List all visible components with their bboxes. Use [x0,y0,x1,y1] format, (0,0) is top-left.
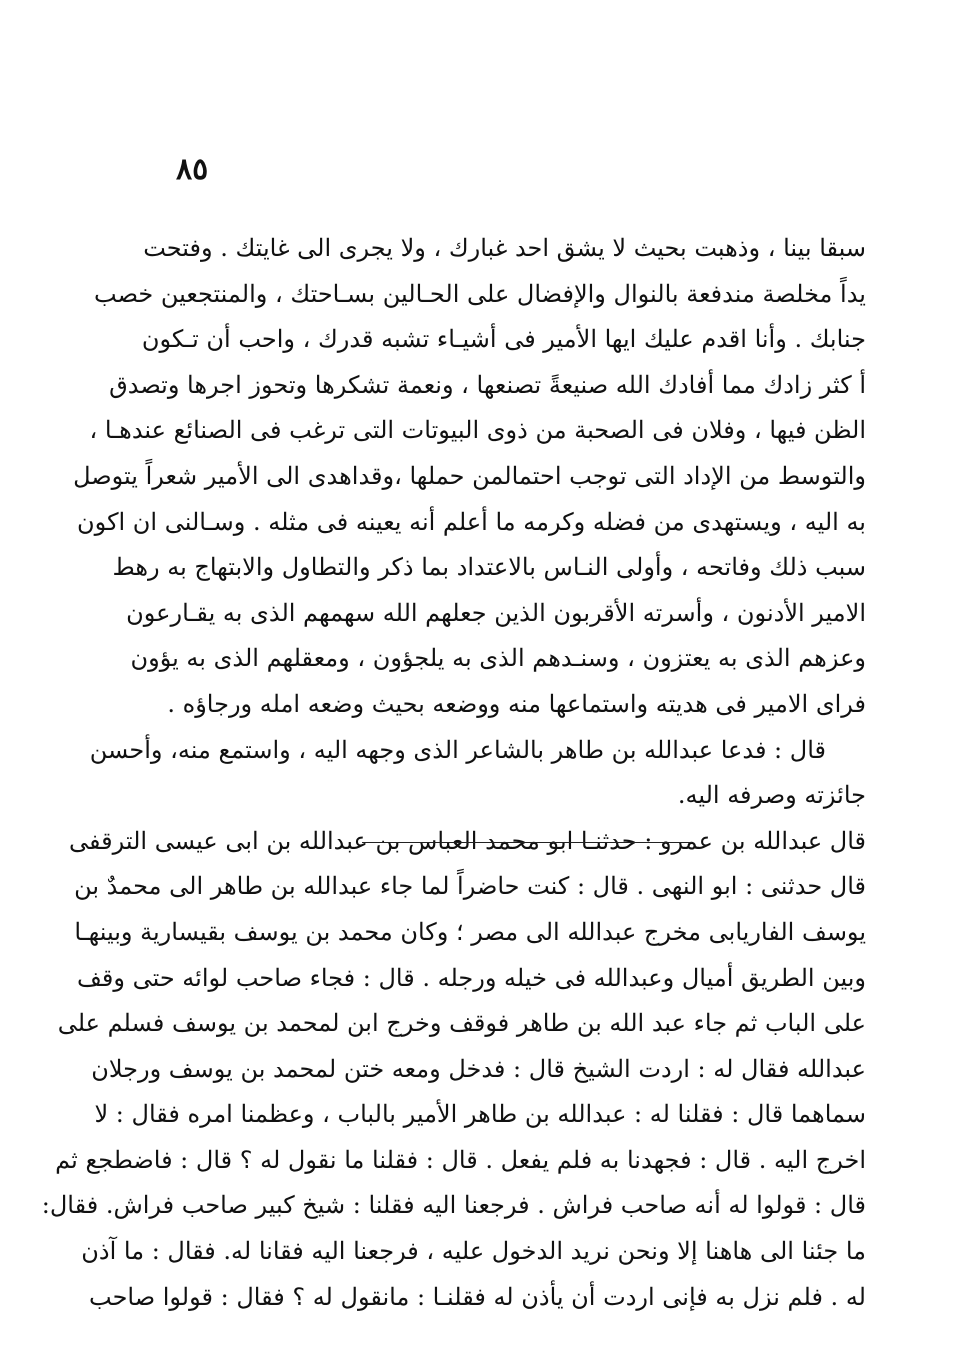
text-line: وبين الطريق أميال وعبدالله فى خيله ورجله . قال : فجاء صاحب لوائه حتى وقف [77,963,866,992]
text-line: وعزهم الذى به يعتزون ، وسنـدهم الذى به يلجؤون ، ومعقلهم الذى به يؤون [130,644,866,673]
body-text [41,226,866,1320]
text-line: الامير الأدنون ، وأسرته الأقربون الذين جعلهم الله سهمهم الذى به يقـارعون [126,598,866,627]
text-line: الظن فيها ، وفلان فى الصحبة من ذوى البيوتات التى ترغب فى الصنائع عندهـا ، [89,416,866,445]
text-line: سماهما قال : فقلنا له : عبدالله بن طاهر الأمير بالباب ، وعظمنا امره فقال : لا [94,1100,866,1129]
page-number: ٨٥ [176,152,209,187]
text-line: ما جئنا الى هاهنا إلا ونحن نريد الدخول عليه ، فرجعنا اليه فقانا له. فقال : ما آذن [81,1237,866,1266]
text-line: يوسف الفاريابى مخرج عبدالله الى مصر ؛ وكان محمد بن يوسف بقيسارية وبينهـا [74,917,866,946]
text-line: قال : فدعا عبدالله بن طاهر بالشاعر الذى وجهه اليه ، واستمع منه، وأحسن [89,735,826,764]
text-line: على الباب ثم جاء عبد الله بن طاهر فوقف وخرج ابن لمحمد بن يوسف فسلم على [57,1009,866,1038]
text-line: يداً مخلصة مندفعة بالنوال والإفضال على الحـالين بسـاحتك ، والمنتجعين خصب [94,279,866,308]
text-line: له . فلم نزل به فإنى اردت أن يأذن له فقلنـا : مانقول له ؟ فقال : قولوا صاحب [89,1282,866,1311]
text-line: سبقا بينا ، وذهبت بحيث لا يشق احد غبارك ، ولا يجرى الى غايتك . وفتحت [143,234,866,262]
text-line: فراى الامير فى هديته واستماعها منه ووضعه بحيث وضعه امله ورجاؤه . [167,689,866,718]
text-line: جائزته وصرفه اليه. [677,781,866,810]
text-line: أ كثر زادك مما أفادك الله صنيعةً تصنعها ، ونعمة تشكرها وتحوز اجرها وتصدق [109,370,866,399]
text-line: اخرج اليه . قال : فجهدنا به فلم يفعل . قال : فقلنا ما نقول له ؟ قال : فاضطجع ثم [55,1145,866,1174]
text-line: والتوسط من الإداد التى توجب احتمالمن حملها ،وقداهدى الى الأمير شعراً يتوصل [73,461,866,490]
text-line: عبدالله فقال له : اردت الشيخ قال : فدخل ومعه ختن لمحمد بن يوسف ورجلان [91,1054,866,1083]
text-line: جنابك . وأنا اقدم عليك ايها الأمير فى أشيـاء تشبه قدرك ، واحب أن تـكون [141,325,866,354]
text-line: قال : قولوا له أنه صاحب فراش . فرجعنا اليه فقلنا : شيخ كبير صاحب فراش. فقال: [41,1191,866,1220]
text-line: قال عبدالله بن عمرو : حدثنـا ابو محمد العباس بن عبدالله بن ابى عيسى الترقفى [69,826,866,855]
text-line: قال حدثنى : ابو النهى . قال : كنت حاضراً لما جاء عبدالله بن طاهر الى محمدٌ بن [74,872,866,901]
text-line: سبب ذلك وفاتحه ، وأولى النـاس بالاعتداد بما ذكر والتطاول والابتهاج به رهط [112,553,866,582]
text-line: به اليه ، ويستهدى من فضله وكرمه ما أعلم أنه يعينه فى مثله . وسـالنى ان اكون [77,507,866,536]
underline-rule [362,842,692,843]
